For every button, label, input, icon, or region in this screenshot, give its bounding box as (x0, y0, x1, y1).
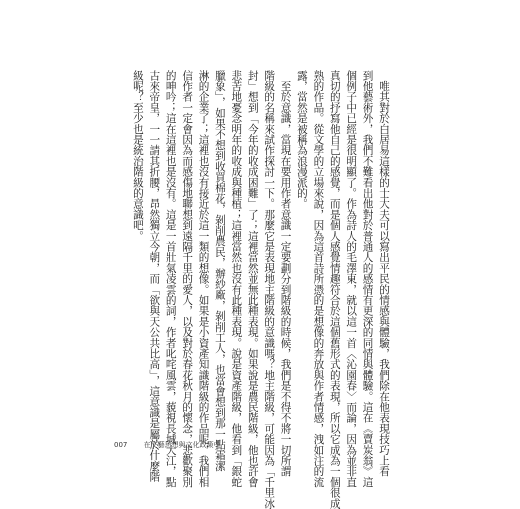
running-title: 在文藝思想與文化政策中 (143, 441, 221, 449)
paragraph-2: 至於意識，當現在要用作者意識一定要劃分到階級的時候，我們是不得不將一切所謂 階級的名稱來試作探討一下。那麼它是表現地主階級的意識嗎？地主階級，可能因為「千里冰 封」想到「今年的收成困難」了；這裡當然並無此種表現。如果說是農民階級，他也許會 悲苦地憂念明年的收成與種植；這裡當然也沒有此種表現。說是資產階級，他看到「銀蛇 臘象」，如果不想到收買棉花，剝削農民，辦紗廠，剝削工人，也當會想到那一點霜潔 淋的企業了；這裡也沒有接近於這一類的想像。如果是小資產知識階級的作品呢，我們相 信作者一定會因為而感傷地聯想到遠隔千里的愛人，以及對於春花秋月的懷念，悲歡聚別 的呻吟；這在這裡也是沒有。這是一首壯氣凌雲的詞，作者叱咤風雲，藐視長城大江，點 古來帝皇，一一請其折腰，昂然獨立今朝，而「欲與天公共比高」，這意識是屬於什麼階 級呢？至少也是統治階級的意識吧。 (131, 70, 292, 509)
page-number: 007 (114, 441, 128, 449)
page-footer (114, 440, 221, 450)
paragraph-1: 唯其對於白居易這樣的士大夫可以寫出平民的情感與體驗，我們除在他表現技巧上看 到他藝術外，我們不難看出他對於普通人的感情有更深的同情與體驗。這在《賣炭翁》這 個例子中已經是很明顯了。作為詩人的毛澤東，就以這一首〈沁園春〉而論，因為並非直 真切的抒寫他自己的感覺，而是個人感覺情趣符合於這個舊形式的表現，所以它成為一個很成 熟的作品。從文學的立場來說，因為這首詩所憑的是想像的奔放與作者情感，洩如注的流 露，當然是被稱為浪漫派的。 (295, 70, 390, 509)
